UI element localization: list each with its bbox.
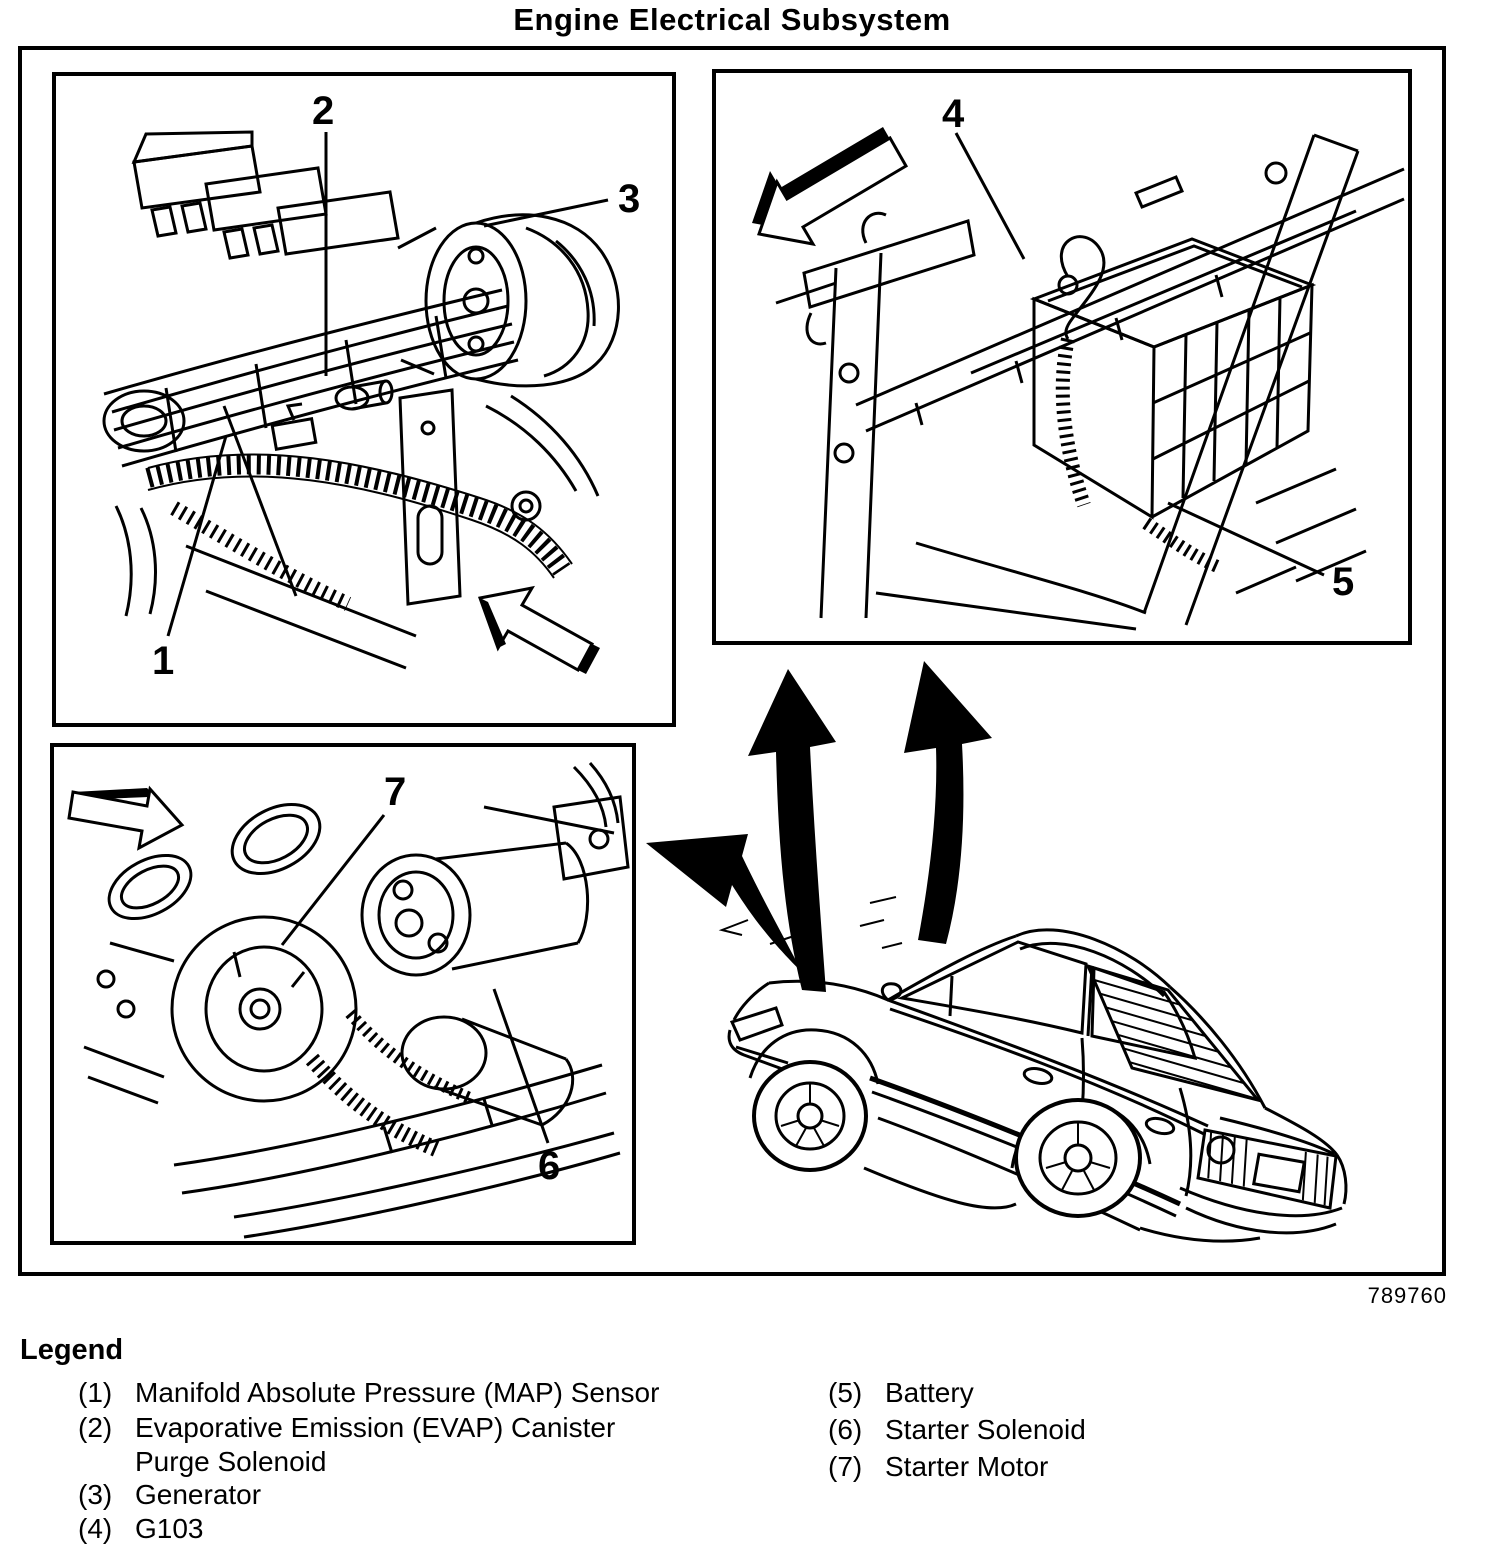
legend-item-label: Generator [135, 1479, 262, 1510]
battery-inset [712, 69, 1412, 645]
callout-6: 6 [538, 1144, 561, 1188]
callout-1: 1 [152, 639, 175, 683]
car-illustration [620, 648, 1446, 1270]
legend-item-number: (5) [828, 1377, 863, 1408]
ignition-coil-packs [134, 132, 398, 258]
legend-item-number: (4) [78, 1513, 113, 1544]
engine-inset [52, 72, 676, 727]
arrow-to-battery-inset-icon [904, 661, 992, 944]
legend-item-1 [78, 1376, 659, 1410]
legend-item-5 [828, 1376, 974, 1410]
starter-cable-2 [350, 1013, 472, 1099]
starter-inset [50, 743, 636, 1245]
car-overview [620, 648, 1446, 1270]
view-direction-arrow-icon [480, 588, 600, 674]
legend-item-7 [828, 1450, 1048, 1484]
battery-cable [1063, 339, 1084, 505]
wiring-conduit [148, 454, 572, 604]
callout-7: 7 [384, 770, 407, 814]
starter-callouts [282, 770, 560, 1188]
battery-illustration [716, 73, 1408, 641]
battery-callouts [942, 92, 1354, 604]
starter-motor-drawing [362, 843, 588, 975]
figure-number: 789760 [1367, 1283, 1447, 1308]
legend-item-number: (3) [78, 1479, 113, 1510]
legend-item-2 [78, 1411, 615, 1479]
legend-heading: Legend [20, 1334, 124, 1366]
legend-item-label: Starter Solenoid [885, 1414, 1086, 1445]
engine-callouts [152, 89, 640, 683]
front-wheel [754, 1062, 866, 1170]
view-direction-arrow-icon [752, 127, 906, 244]
flywheel [172, 917, 356, 1101]
legend-item-4 [78, 1512, 204, 1546]
generator-drawing [398, 215, 618, 386]
legend-item-label-line2: Purge Solenoid [135, 1446, 327, 1477]
legend-item-6 [828, 1413, 1086, 1447]
callout-2: 2 [312, 89, 335, 133]
callout-5: 5 [1332, 560, 1355, 604]
legend-item-label: Evaporative Emission (EVAP) Canister [135, 1412, 616, 1443]
callout-3: 3 [618, 177, 641, 221]
legend-item-label: G103 [135, 1513, 204, 1544]
legend-item-number: (2) [78, 1412, 113, 1443]
legend-item-label: Manifold Absolute Pressure (MAP) Sensor [135, 1377, 660, 1408]
callout-4: 4 [942, 92, 965, 136]
legend-item-number: (1) [78, 1377, 113, 1408]
page-title: Engine Electrical Subsystem [513, 2, 951, 37]
engine-illustration [56, 76, 672, 723]
arrow-to-engine-inset-icon [748, 669, 836, 992]
legend-item-label: Battery [885, 1377, 974, 1408]
legend-item-3 [78, 1478, 261, 1512]
legend-item-number: (7) [828, 1451, 863, 1482]
view-direction-arrow-icon [69, 788, 182, 848]
legend-item-label: Starter Motor [885, 1451, 1049, 1482]
rear-wheel [1016, 1100, 1140, 1216]
intake-manifold-runners [104, 290, 518, 466]
starter-illustration [54, 747, 632, 1241]
legend-item-number: (6) [828, 1414, 863, 1445]
